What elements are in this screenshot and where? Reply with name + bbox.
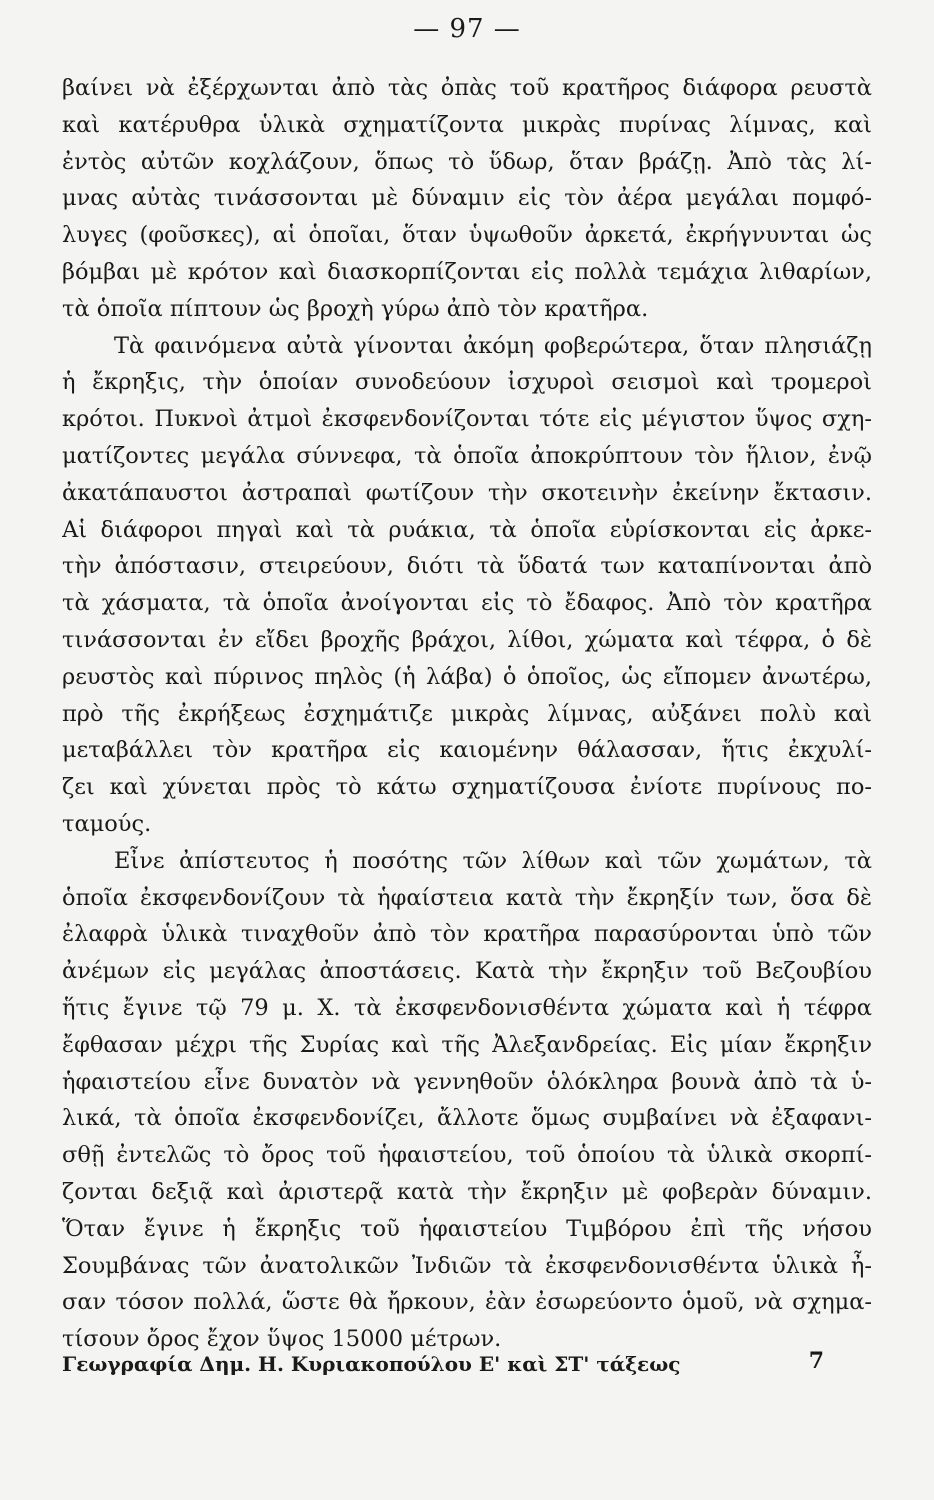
sheet-number: 7	[808, 1348, 824, 1374]
text-line: ζει καὶ χύνεται πρὸς τὸ κάτω σχηματίζουσα ἐνίοτε πυρίνους πο-	[62, 774, 872, 801]
text-line: πρὸ τῆς ἐκρήξεως ἐσχημάτιζε μικρὰς λίμνας, αὐξάνει πολὺ καὶ	[62, 700, 872, 727]
text-line: ρευστὸς καὶ πύρινος πηλὸς (ἡ λάβα) ὁ ὁποῖος, ὡς εἴπομεν ἀνωτέρω,	[62, 663, 872, 690]
text-line: μεταβάλλει τὸν κρατῆρα εἰς καιομένην θάλασσαν, ἥτις ἐκχυλί-	[62, 737, 872, 764]
text-line: ἡφαιστείου εἶνε δυνατὸν νὰ γεννηθοῦν ὁλόκληρα βουνὰ ἀπὸ τὰ ὑ-	[62, 1068, 872, 1095]
text-line: ταμούς.	[62, 810, 152, 837]
text-line: τὰ χάσματα, τὰ ὁποῖα ἀνοίγονται εἰς τὸ ἔδαφος. Ἀπὸ τὸν κρατῆρα	[62, 590, 872, 617]
text-line: τινάσσονται ἐν εἴδει βροχῆς βράχοι, λίθοι, χώματα καὶ τέφρα, ὁ δὲ	[62, 626, 872, 653]
text-line: τὰ ὁποῖα πίπτουν ὡς βροχὴ γύρω ἀπὸ τὸν κρατῆρα.	[62, 295, 649, 322]
text-line: ἐλαφρὰ ὑλικὰ τιναχθοῦν ἀπὸ τὸν κρατῆρα παρασύρονται ὑπὸ τῶν	[62, 921, 872, 948]
text-line: βαίνει νὰ ἐξέρχωνται ἀπὸ τὰς ὀπὰς τοῦ κρατῆρος διάφορα ρευστὰ	[62, 75, 872, 101]
text-line: βόμβαι μὲ κρότον καὶ διασκορπίζονται εἰς πολλὰ τεμάχια λιθαρίων,	[62, 258, 872, 285]
text-line: ἀνέμων εἰς μεγάλας ἀποστάσεις. Κατὰ τὴν ἔκρηξιν τοῦ Βεζουβίου	[62, 958, 872, 985]
text-line: ἀκατάπαυστοι ἀστραπαὶ φωτίζουν τὴν σκοτεινὴν ἐκείνην ἔκτασιν.	[62, 479, 872, 506]
text-line: μνας αὐτὰς τινάσσονται μὲ δύναμιν εἰς τὸν ἀέρα μεγάλαι πομφό-	[62, 185, 872, 212]
text-line: Αἱ διάφοροι πηγαὶ καὶ τὰ ρυάκια, τὰ ὁποῖα εὑρίσκονται εἰς ἀρκε-	[62, 516, 872, 543]
text-line: ἔφθασαν μέχρι τῆς Συρίας καὶ τῆς Ἀλεξανδρείας. Εἰς μίαν ἔκρηξιν	[62, 1031, 872, 1058]
text-line: τὴν ἀπόστασιν, στειρεύουν, διότι τὰ ὕδατά των καταπίνονται ἀπὸ	[62, 553, 872, 580]
text-line: λυγες (φοῦσκες), αἱ ὁποῖαι, ὅταν ὑψωθοῦν ἀρκετά, ἐκρήγνυνται ὡς	[62, 222, 872, 249]
text-line: σαν τόσον πολλά, ὥστε θὰ ἤρκουν, ἐὰν ἐσωρεύοντο ὁμοῦ, νὰ σχημα-	[62, 1289, 872, 1316]
text-line: Ὅταν ἔγινε ἡ ἔκρηξις τοῦ ἡφαιστείου Τιμβόρου ἐπὶ τῆς νήσου	[62, 1215, 872, 1242]
page-number: — 97 —	[413, 14, 521, 44]
book-footer: Γεωγραφία Δημ. Η. Κυριακοπούλου Ε' καὶ ΣΤ' τάξεως	[62, 1352, 681, 1376]
body-text	[62, 70, 872, 1358]
text-line: ματίζοντες μεγάλα σύννεφα, τὰ ὁποῖα ἀποκρύπτουν τὸν ἥλιον, ἐνῷ	[62, 442, 872, 469]
text-line: ἐντὸς αὐτῶν κοχλάζουν, ὅπως τὸ ὕδωρ, ὅταν βράζῃ. Ἀπὸ τὰς λί-	[62, 148, 872, 175]
text-line: ἡ ἔκρηξις, τὴν ὁποίαν συνοδεύουν ἰσχυροὶ σεισμοὶ καὶ τρομεροὶ	[62, 369, 872, 396]
text-line: Τὰ φαινόμενα αὐτὰ γίνονται ἀκόμη φοβερώτερα, ὅταν πλησιάζῃ	[114, 332, 872, 359]
text-line: ζονται δεξιᾷ καὶ ἀριστερᾷ κατὰ τὴν ἔκρηξιν μὲ φοβερὰν δύναμιν.	[62, 1178, 872, 1205]
text-line: καὶ κατέρυθρα ὑλικὰ σχηματίζοντα μικρὰς πυρίνας λίμνας, καὶ	[62, 111, 872, 138]
text-line: λικά, τὰ ὁποῖα ἐκσφενδονίζει, ἄλλοτε ὅμως συμβαίνει νὰ ἐξαφανι-	[62, 1105, 872, 1132]
text-line: Εἶνε ἀπίστευτος ἡ ποσότης τῶν λίθων καὶ τῶν χωμάτων, τὰ	[114, 847, 872, 874]
text-line: σθῇ ἐντελῶς τὸ ὄρος τοῦ ἡφαιστείου, τοῦ ὁποίου τὰ ὑλικὰ σκορπί-	[62, 1142, 872, 1169]
text-line: ἥτις ἔγινε τῷ 79 μ. Χ. τὰ ἐκσφενδονισθέντα χώματα καὶ ἡ τέφρα	[62, 994, 872, 1021]
text-line: ὁποῖα ἐκσφενδονίζουν τὰ ἡφαίστεια κατὰ τὴν ἔκρηξίν των, ὅσα δὲ	[62, 884, 872, 911]
text-line: Σουμβάνας τῶν ἀνατολικῶν Ἰνδιῶν τὰ ἐκσφενδονισθέντα ὑλικὰ ἦ-	[62, 1252, 872, 1279]
text-line: τίσουν ὄρος ἔχον ὕψος 15000 μέτρων.	[62, 1326, 502, 1353]
text-line: κρότοι. Πυκνοὶ ἀτμοὶ ἐκσφενδονίζονται τότε εἰς μέγιστον ὕψος σχη-	[62, 406, 872, 433]
